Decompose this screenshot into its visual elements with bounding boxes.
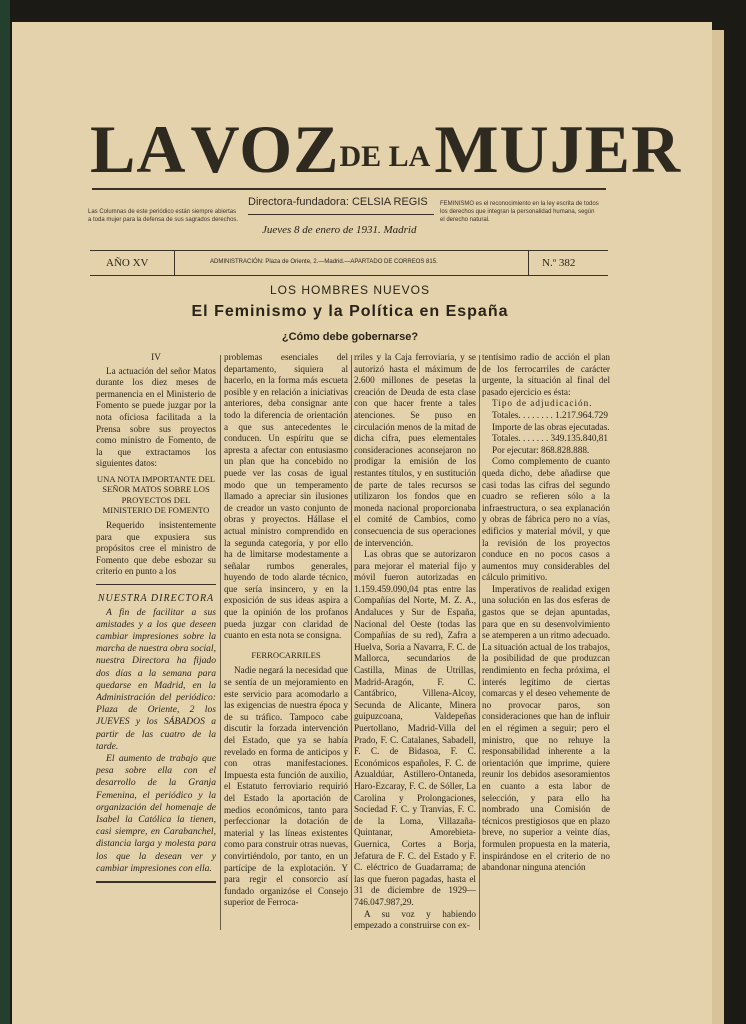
column-3 xyxy=(354,352,476,972)
info-divider xyxy=(174,251,175,275)
paragraph: La actuación del señor Matos durante los diez meses de permanencia en el Ministerio de Fomento se puede juzgar por la nota oficiosa facilitada a la Prensa sobre sus proyectos como ministro de Fomento, de la que extractamos los siguientes datos: xyxy=(96,365,216,469)
info-bar xyxy=(90,250,608,276)
info-divider xyxy=(528,251,529,275)
note-left: Las Columnas de este periódico están siempre abiertas a toda mujer para la defensa de sus sagrados derechos. xyxy=(88,209,239,223)
issue-number: N.º 382 xyxy=(542,257,576,269)
director-rule xyxy=(248,214,434,215)
director-label: Directora-fundadora: xyxy=(248,196,349,208)
section-heading: FERROCARRILES xyxy=(251,649,321,660)
masthead-de-la: DE LA xyxy=(339,140,431,173)
paragraph: Nadie negará la necesidad que se sentía de un mejoramiento en este servicio para acomodarlo a las exigencias de nuestra época y de su tráfico. Tampoco cabe discutir la forzada intervención del Estado, que ya se había revelado en forma de anticipos y con otras manifestaciones. Impuesta esta función de auxilio, el Estatuto ferroviario requirió del Estado la aportación de medios económicos, tanto para perfeccionar la dotación de material y las líneas existentes como para construir otras nuevas, convirtiéndolo, por tanto, en un partícipe de la explotación. Y para regir el consorcio así fundado organizóse el Consejo superior de Ferroca- xyxy=(224,665,348,908)
column-divider xyxy=(351,355,352,930)
table-line: Totales. . . . . . . 349.135.840,81 xyxy=(492,433,608,444)
masthead-voz: VOZ xyxy=(190,111,340,187)
article-subhead: ¿Cómo debe gobernarse? xyxy=(281,331,419,343)
masthead-la: LA xyxy=(90,111,187,187)
table-line: Importe de las obras ejecutadas. xyxy=(492,421,610,432)
section-number: IV xyxy=(151,352,161,362)
paragraph: rriles y la Caja ferroviaria, y se autorizó hasta el máximum de 2.600 millones de pesetas la creación de Deuda de esta clase con que hacer frente a tales atenciones. Se puso en circulación menos de la mitad de dicha cifra, pues elementales consideraciones aconsejaron no prodigar la emisión de los restantes títulos, y en sustitución de parte de tales recursos se utilizaron los fondos que en moneda nacional proporcionaba el comité de Cambios, como consecuencia de sus operaciones de intervención. xyxy=(354,352,476,548)
director-line xyxy=(248,196,438,208)
column-1 xyxy=(96,352,216,942)
article-kicker: LOS HOMBRES NUEVOS xyxy=(269,283,431,297)
article-headline: El Feminismo y la Política en España xyxy=(191,303,509,320)
box-title: NUESTRA DIRECTORA xyxy=(97,592,215,604)
paragraph: Requerido insistentemente para que expusiera sus propósitos cree el ministro de Fomento que debe esbozar su criterio en punto a los xyxy=(96,519,216,577)
box-rule xyxy=(96,881,216,883)
column-divider xyxy=(220,355,221,930)
administration: ADMINISTRACIÓN: Plaza de Oriente, 2.—Madrid.—APARTADO DE CORREOS 815. xyxy=(210,259,438,265)
masthead-title xyxy=(90,110,682,187)
box-paragraph: A fin de facilitar a sus amistades y a los que deseen cambiar impresiones sobre la marcha de nuestra obra social, nuestra Directora ha fijado dos días a la semana para quedarse en Madrid, en la Administración del periódico: Plaza de Oriente, 2 los JUEVES y los SÁBADOS a partir de las cuatro de la tarde. xyxy=(96,606,216,752)
table-line: Tipo de adjudicación. xyxy=(492,398,593,409)
paragraph: Las obras que se autorizaron para mejorar el material fijo y móvil fueron autorizadas en 1.159.459.090,04 ptas entre las Compañías del Norte, M. Z. A., Andaluces y Sur de España, Nacional del Oeste (todas las Compañías de su red), Zafra a Huelva, Soria a Navarra, F. C. de Mallorca, secundarios de Castilla, Minas de Utrillas, Madrid-Aragón, F. C. Cantábrico, Villena-Alcoy, Secunda de Alicante, Minera guipuzcoana, Valdepeñas Puertollano, Madrid-Villa del Prado, F. C. Catalanes, Sabadell, F. C. de Bidasoa, F. C. Económicos españoles, F. C. de Azualdúar, Astillero-Ontaneda, Haro-Ezcaray, F. C. de Sóller, La Carolina y Prolongaciones, Sociedad F. C. y Tranvías, F. C. de la Loma, Villazaña-Quintanar, Amorebieta-Guernica, Cortes a Borja, Jefatura de F. C. del Estado y F. C. eléctrico de Guadarrama; de las que fueron pagadas, hasta el 31 de diciembre de 1929—746.047.987,29. xyxy=(354,549,476,907)
masthead-mujer: MUJER xyxy=(434,111,682,187)
binding-rail xyxy=(0,0,10,1024)
paragraph: tentísimo radio de acción el plan de los ferrocarriles de carácter urgente, la situación al final del pasado ejercicio es ésta: xyxy=(482,352,610,397)
issue-year: AÑO XV xyxy=(106,257,149,269)
issue-date: Jueves 8 de enero de 1931. Madrid xyxy=(262,224,417,236)
paragraph: Como complemento de cuanto queda dicho, debe añadirse que casi todas las cifras del segundo cuadro se refieren sólo a la infraestructura, o sea explanación y obras de fábrica pero no a vías, edificios y material móvil, y que la revisión de los proyectos conduce en no pocos casos a aumentos muy considerables del cálculo primitivo. xyxy=(482,456,610,583)
paragraph: problemas esenciales del departamento, siquiera al hacerlo, en la forma más escueta posible y en relación a iniciativas anteriores, deba consignar ante todo la diferencia de orientación a que sus antecedentes le conducen. Un espíritu que se apresta a afectar con entusiasmo un plan que ha concebido no puede ver las cosas de igual modo que un temperamento llamado a apreciar sin ilusiones de creador un vasto conjunto de obras y proyectos. Hállase el actual ministro comprendido en la segunda categoría, y por ello ha de limitarse modestamente a señalar rumbos generales, huyendo de todo alarde técnico, que sería insincero, y en la exposición de sus ideas aspira a que la opinión de los profanos pueda juzgar con claridad de cuanto en esta nota se consigna. xyxy=(224,352,348,641)
masthead-rule xyxy=(92,188,606,190)
box-rule xyxy=(96,584,216,585)
column-4 xyxy=(482,352,610,972)
section-heading: UNA NOTA IMPORTANTE DEL SEÑOR MATOS SOBRE LOS PROYECTOS DEL MINISTERIO DE FOMENTO xyxy=(96,473,216,516)
director-name: CELSIA REGIS xyxy=(351,196,428,208)
box-paragraph: El aumento de trabajo que pesa sobre ella con el desarrollo de la Granja Femenina, el periódico y la organización del homenaje de Isabel la Católica la tienen, casi siempre, en Carabanchel, distancia larga y molesta para los que la desean ver y cambiar impresiones con ella. xyxy=(96,752,216,874)
table-line: Por ejecutar: 868.828.888. xyxy=(492,444,590,455)
column-2 xyxy=(224,352,348,972)
paragraph: A su voz y habiendo empezado a construirse con ex- xyxy=(354,908,476,931)
column-divider xyxy=(479,355,480,930)
table-line: Totales. . . . . . . . 1.217.964.729 xyxy=(492,409,608,420)
note-right: FEMINISMO es el reconocimiento en la ley escrita de todos los derechos que integran la personalidad humana, según el derecho natural. xyxy=(440,201,599,223)
masthead-area xyxy=(90,110,682,187)
paragraph: Imperativos de realidad exigen una solución en las dos esferas de gastos que se dejan apuntadas, para que en su desenvolvimiento se atemperen a un ritmo adecuado. La situación actual de los trabajos, la posibilidad de que produzcan rendimiento en fecha próxima, el interés legítimo de ciertas comarcas y el deseo vehemente de no provocar paros, son consideraciones que han de influir en el régimen a seguir; pero el ministro, que no rehuye la responsabilidad inherente a la orientación que imprime, quiere reunir los debidos asesoramientos en cuanto a esta labor de selección, y para ello ha nombrado una Comisión de técnicos prestigiosos que en plazo breve, no superior a veinte días, formulen propuesta en la materia, inspirándose en el criterio de no abandonar ninguna atención xyxy=(482,583,610,873)
